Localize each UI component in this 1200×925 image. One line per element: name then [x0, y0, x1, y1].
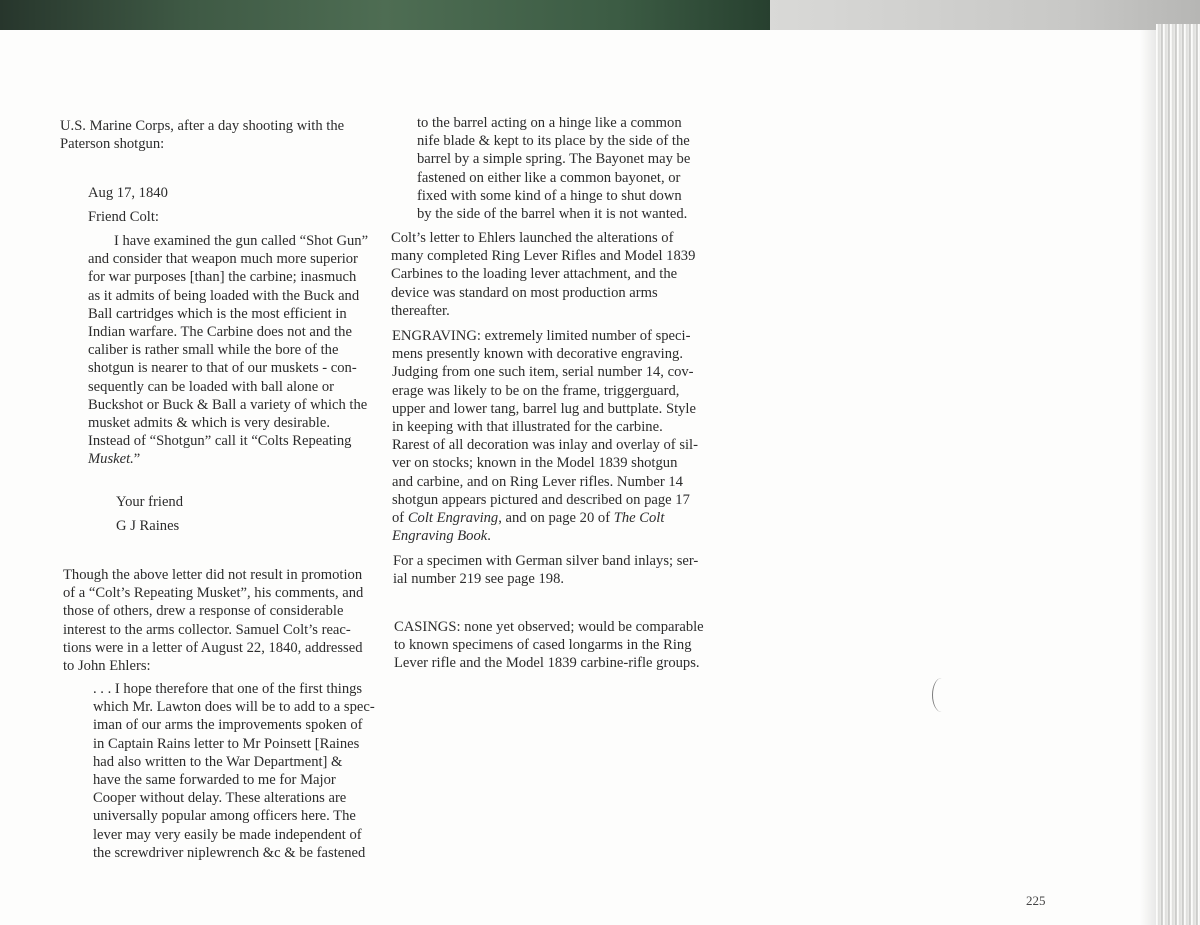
text-line: Indian warfare. The Carbine does not and the — [88, 324, 352, 341]
text-line: of a “Colt’s Repeating Musket”, his comments, and — [63, 585, 364, 602]
text-line: lever may very easily be made independent of — [93, 826, 362, 843]
text-line: to John Ehlers: — [63, 658, 151, 675]
text-line: Though the above letter did not result in promotion — [63, 567, 363, 583]
pencil-mark — [932, 678, 951, 712]
text-line: many completed Ring Lever Rifles and Model 1839 — [391, 248, 696, 265]
text-line: CASINGS: none yet observed; would be comparable — [394, 619, 704, 635]
italic-text: Musket. — [88, 451, 134, 468]
text-line: and carbine, and on Ring Lever rifles. Number 14 — [392, 473, 683, 490]
paragraph-german-silver — [393, 552, 698, 588]
text-line: thereafter. — [391, 302, 450, 319]
text-line: For a specimen with German silver band inlays; ser- — [393, 553, 699, 569]
italic-text: Colt Engraving — [407, 510, 499, 527]
text-line: device was standard on most production arms — [391, 284, 658, 301]
letter-closing — [116, 493, 183, 511]
text-line: Colt’s letter to Ehlers launched the alterations of — [391, 230, 674, 246]
letter-salutation — [88, 208, 159, 226]
text-line: barrel by a simple spring. The Bayonet may be — [417, 151, 691, 168]
italic-text: Engraving Book — [392, 528, 488, 545]
text-line: nife blade & kept to its place by the side of the — [417, 133, 690, 150]
text-line: iman of our arms the improvements spoken of — [93, 717, 363, 734]
paragraph-casings — [394, 618, 704, 673]
text-line: as it admits of being loaded with the Buck and — [88, 287, 360, 304]
text-fragment: , and on page 20 of — [498, 510, 614, 527]
book-page-edges — [1156, 24, 1200, 925]
text-line: to known specimens of cased longarms in the Ring — [394, 637, 692, 654]
text-line: upper and lower tang, barrel lug and buttplate. Style — [392, 400, 696, 417]
text-line: caliber is rather small while the bore of the — [88, 342, 339, 359]
paragraph-response — [63, 566, 363, 675]
text-line: interest to the arms collector. Samuel Colt’s reac- — [63, 621, 351, 638]
text-line: fixed with some kind of a hinge to shut down — [417, 187, 682, 204]
text-line: erage was likely to be on the frame, triggerguard, — [392, 382, 680, 399]
text-line: to the barrel acting on a hinge like a common — [417, 115, 682, 131]
scan-top-border-right — [770, 0, 1200, 30]
letter-date — [88, 184, 168, 202]
text-line: fastened on either like a common bayonet, or — [417, 169, 681, 186]
letter-body — [88, 232, 368, 469]
text-fragment: of — [392, 510, 408, 527]
text-line: universally popular among officers here. The — [93, 808, 356, 825]
text-line: and consider that weapon much more superior — [88, 251, 358, 268]
text-line: U.S. Marine Corps, after a day shooting with the — [60, 118, 345, 134]
colt-quote — [93, 680, 375, 862]
text-line: in Captain Rains letter to Mr Poinsett [Raines — [93, 735, 360, 752]
text-line: which Mr. Lawton does will be to add to a spec- — [93, 699, 375, 716]
text-line: Lever rifle and the Model 1839 carbine-rifle groups. — [394, 655, 700, 672]
text-line: ver on stocks; known in the Model 1839 shotgun — [392, 455, 678, 472]
letter-signature-text: G J Raines — [116, 518, 180, 534]
text-line: had also written to the War Department] & — [93, 753, 343, 770]
text-line: ial number 219 see page 198. — [393, 571, 565, 588]
intro-paragraph — [60, 117, 344, 153]
text-line: those of others, drew a response of considerable — [63, 603, 344, 620]
paragraph-engraving — [392, 327, 698, 545]
text-line — [392, 509, 698, 527]
text-line: Ball cartridges which is the most efficient in — [88, 305, 347, 322]
text-line — [88, 450, 368, 468]
text-line: Buckshot or Buck & Ball a variety of which the — [88, 396, 368, 413]
text-fragment: ” — [133, 451, 141, 468]
letter-date-text: Aug 17, 1840 — [88, 185, 168, 201]
text-line: shotgun is nearer to that of our muskets - con- — [88, 360, 357, 377]
text-line: have the same forwarded to me for Major — [93, 772, 336, 789]
text-line: mens presently known with decorative engraving. — [392, 346, 683, 363]
text-line: . . . I hope therefore that one of the first things — [93, 681, 363, 697]
text-line: Cooper without delay. These alterations are — [93, 790, 347, 807]
text-line: I have examined the gun called “Shot Gun” — [114, 233, 369, 249]
page-number: 225 — [1026, 893, 1046, 908]
letter-closing-text: Your friend — [116, 494, 184, 510]
text-line: Instead of “Shotgun” call it “Colts Repeating — [88, 433, 352, 450]
text-line: shotgun appears pictured and described on page 17 — [392, 491, 690, 508]
letter-salutation-text: Friend Colt: — [88, 209, 159, 225]
text-line: Carbines to the loading lever attachment, and the — [391, 266, 678, 283]
text-fragment: . — [487, 528, 491, 545]
text-line: for war purposes [than] the carbine; inasmuch — [88, 269, 357, 286]
text-line: ENGRAVING: extremely limited number of speci- — [392, 328, 691, 344]
paragraph-ehlers — [391, 229, 695, 320]
letter-signature — [116, 517, 179, 535]
text-line: the screwdriver niplewrench &c & be fastened — [93, 844, 366, 861]
text-line: Paterson shotgun: — [60, 136, 165, 153]
text-line: tions were in a letter of August 22, 1840, addressed — [63, 639, 363, 656]
text-line: in keeping with that illustrated for the carbine. — [392, 419, 663, 436]
scan-top-border — [0, 0, 770, 30]
text-line: by the side of the barrel when it is not wanted. — [417, 206, 688, 223]
italic-text: The Colt — [613, 510, 665, 527]
text-line: musket admits & which is very desirable. — [88, 415, 330, 432]
text-line: Judging from one such item, serial number 14, cov- — [392, 364, 694, 381]
text-line — [392, 527, 698, 545]
colt-quote-continued — [417, 114, 690, 223]
text-line: sequently can be loaded with ball alone or — [88, 378, 334, 395]
text-line: Rarest of all decoration was inlay and overlay of sil- — [392, 437, 698, 454]
